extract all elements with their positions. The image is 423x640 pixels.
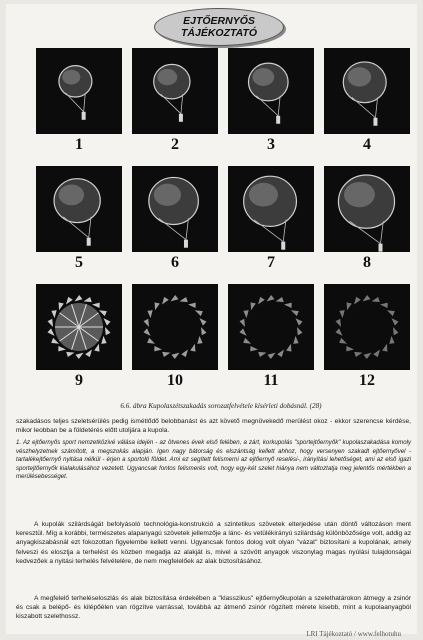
canopy-photo: [324, 166, 410, 252]
figure-cell: [228, 284, 316, 394]
figure-cell: [324, 166, 412, 276]
figure-number: 8: [363, 254, 371, 271]
header-line-2: TÁJÉKOZTATÓ: [180, 27, 258, 39]
canopy-photo: [228, 48, 314, 134]
figure-cell: [132, 166, 220, 276]
figure-number: 6: [171, 254, 179, 271]
figure-cell: [132, 48, 220, 158]
figure-cell: [228, 48, 316, 158]
header-line-1: EJTŐERNYŐS: [183, 15, 255, 27]
canopy-photo: [132, 166, 218, 252]
figure-number: 7: [267, 254, 275, 271]
figure-caption: 6.6. ábra Kupolaszétszakadás sorozatfelvétele kísérleti dobásnál. (28): [120, 402, 322, 410]
canopy-photo: [132, 284, 218, 370]
paragraph-1: szakadásos teljes szeletsérülés pedig ismétlődő belobbanást és azt követő megnövekedő merülést okoz - ekkor szerencse kérdése, mikor leobban be a földetérés előtt utoljára a kupola.: [16, 418, 411, 435]
paragraph-4: A megfelelő terheléseloszlás és alak biztosítása érdekében a "klasszikus" ejtőernyőkupolán a szelethatárokon átmegy a zsinór és csak a belépő- és kilépőélen van rögzítve varrással, továbbá az átmenő zsinór rögzített mérete kisebb, mint a kupolaanyagból kiszabott szelethossz.: [16, 595, 411, 621]
page-footer: LRI Tájékoztató / www.felhotuhu: [306, 630, 401, 638]
figure-number: 10: [167, 372, 183, 389]
footnote-paragraph: 1. Az ejtőernyős sport nemzetközivé válása idején - az ötvenes évek első felében, a zárt, korkupolás "sportejtőernyők" kupolaszakadása komoly vészhelyzetnek számított, a megszokás alapján. Igen nagy bátorság és elszántság kellett ahhoz, hogy versenyen szakadt ejtőernyővel - tartalékejtőernyő nyitása nélkül - érjen a sportoló földet. Ami ez segített felismerni az ejtőernyő reselési-, irányítási lehetőséget, ami az első igazi sportejtőernyők kialakulásához vezetett. Ugyancsak fontos felismerés volt, hogy egy-két szelet hiánya nem változtatja meg jelentős mértékben a merülésebességet.: [16, 439, 411, 481]
photo-sequence-grid: [36, 48, 416, 398]
document-page: [6, 4, 417, 638]
figure-cell: [228, 166, 316, 276]
figure-cell: [324, 284, 412, 394]
figure-number: 11: [263, 372, 279, 389]
canopy-photo: [132, 48, 218, 134]
figure-cell: [36, 166, 124, 276]
figure-cell: [324, 48, 412, 158]
figure-number: 5: [75, 254, 83, 271]
canopy-photo: [36, 166, 122, 252]
canopy-photo: [324, 284, 410, 370]
figure-number: 2: [171, 136, 179, 153]
figure-cell: [132, 284, 220, 394]
canopy-photo: [228, 166, 314, 252]
figure-number: 1: [75, 136, 83, 153]
figure-number: 12: [359, 372, 375, 389]
figure-number: 3: [267, 136, 275, 153]
figure-cell: [36, 48, 124, 158]
figure-number: 4: [363, 136, 371, 153]
canopy-photo: [36, 284, 122, 370]
canopy-photo: [36, 48, 122, 134]
canopy-photo: [324, 48, 410, 134]
paragraph-3: A kupolák szilárdságát befolyásoló technológia-konstrukció a szintetikus szövetek elterjedése után döntő változáson ment keresztül. Míg a korábbi, természetes alapanyagú szövetek jellemzője a lánc- és vetülékirányú szilárdság különbözősége volt, addig az anyagkiszabásnál ezt fokozottan figyelembe kellett venni. Ugyancsak fontos dolog volt olyan "vázat" biztosítani a kupolának, amely felveszi és elosztja a terhelést és közben megadja az alakját is, mivel a szövött anyagok viszonylag magas nyúlási tulajdonságai kedvezőek a nyitási terhelés felvételére, de nem megfelelőek az alak biztosításához.: [16, 521, 411, 565]
canopy-photo: [228, 284, 314, 370]
figure-cell: [36, 284, 124, 394]
figure-number: 9: [75, 372, 83, 389]
header-banner: [154, 8, 284, 46]
